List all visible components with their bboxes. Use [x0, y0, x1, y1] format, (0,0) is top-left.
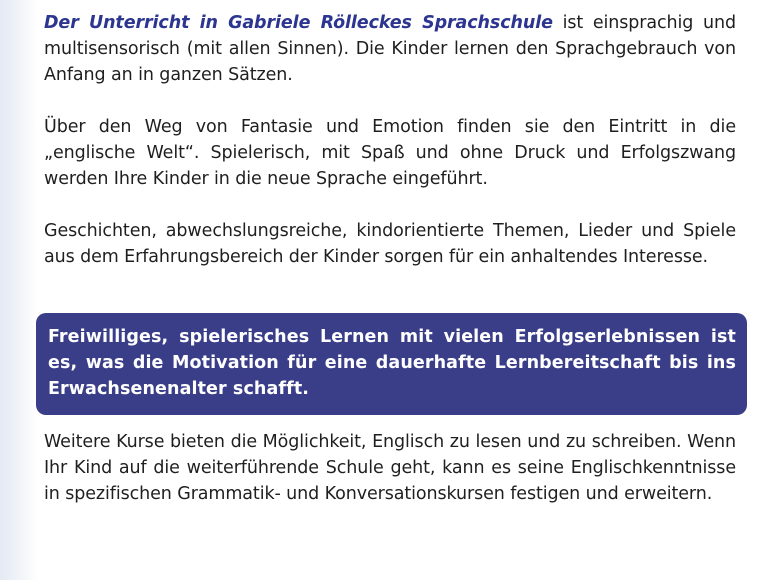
highlight-box — [36, 313, 747, 415]
text-column — [44, 10, 736, 270]
school-name-lead: Der Unterricht in Gabriele Rölleckes Sprachschule — [44, 13, 553, 33]
paragraph-intro — [44, 10, 736, 88]
text-column-bottom — [44, 429, 736, 507]
highlight-text: Freiwilliges, spielerisches Lernen mit vielen Erfolgserlebnissen ist es, was die Motivation für eine dauerhafte Lernbereitschaft bis ins Erwachsenenalter schafft. — [48, 327, 736, 399]
left-gradient-edge — [0, 0, 38, 580]
paragraph-fantasy: Über den Weg von Fantasie und Emotion finden sie den Eintritt in die „englische Welt“. Spielerisch, mit Spaß und ohne Druck und Erfolgszwang werden Ihre Kinder in die neue Sprache eingeführt. — [44, 117, 736, 189]
paragraph-gap — [44, 192, 736, 218]
paragraph-intro-text: ist einsprachig und multisensorisch (mit allen Sinnen). Die Kinder lernen den Sprachgebrauch von Anfang an in ganzen Sätzen. — [44, 13, 736, 85]
paragraph-gap — [44, 88, 736, 114]
paragraph-further-courses: Weitere Kurse bieten die Möglichkeit, Englisch zu lesen und zu schreiben. Wenn Ihr Kind auf die weiterführende Schule geht, kann es seine Englischkenntnisse in spezifischen Grammatik- und Konversationskursen festigen und erweitern. — [44, 432, 736, 504]
paragraph-topics: Geschichten, abwechslungsreiche, kindorientierte Themen, Lieder und Spiele aus dem Erfahrungsbereich der Kinder sorgen für ein anhaltendes Interesse. — [44, 221, 736, 267]
